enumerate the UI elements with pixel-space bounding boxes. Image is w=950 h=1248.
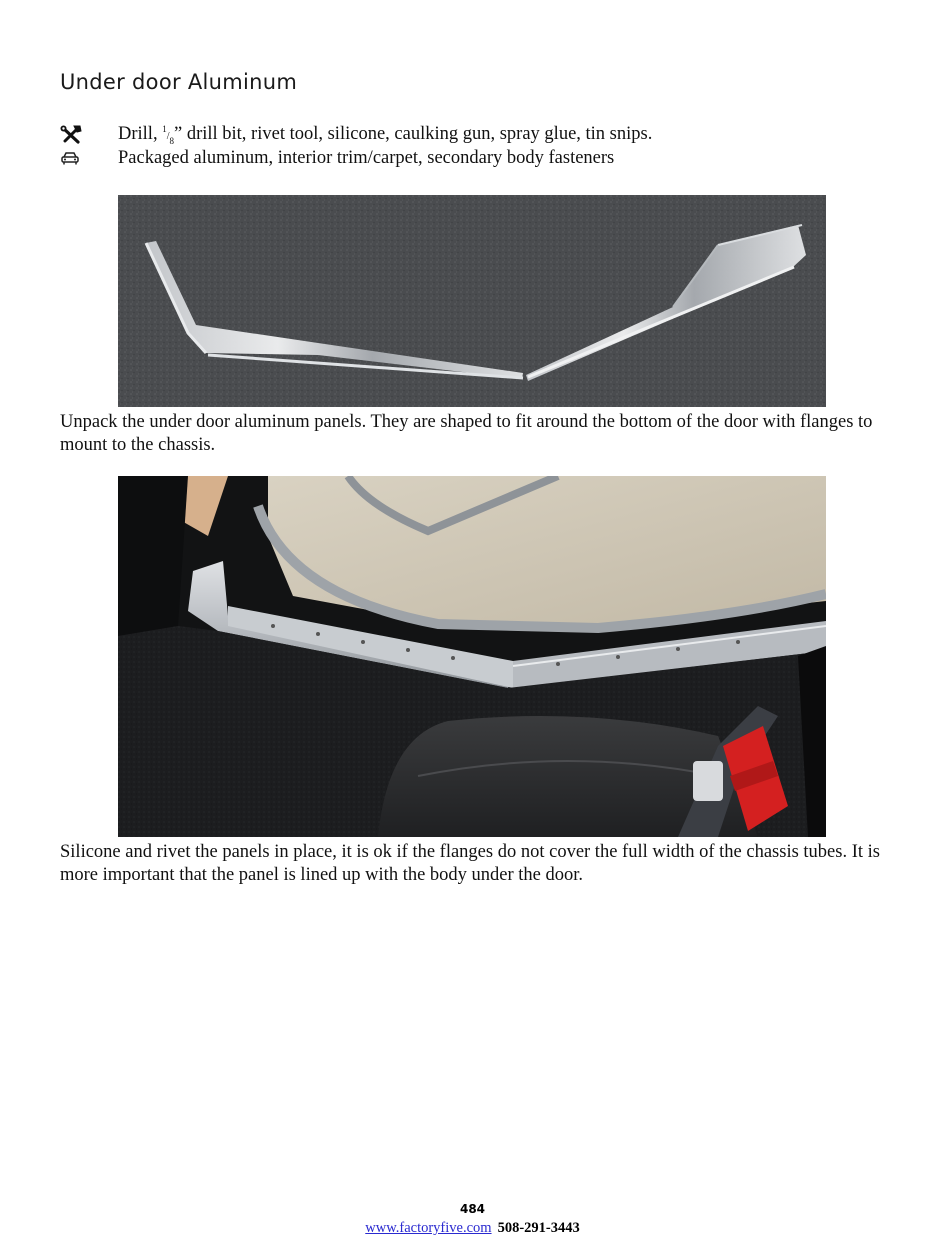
tools-text: Drill, $^1/_8$” drill bit, rivet tool, silicone, caulking gun, spray glue, tin snips. xyxy=(118,124,653,146)
parts-text: Packaged aluminum, interior trim/carpet, secondary body fasteners xyxy=(118,147,615,168)
footer-contact xyxy=(0,1220,945,1237)
aluminum-panels-photo xyxy=(118,195,826,407)
tools-row xyxy=(60,123,653,147)
installed-panel-photo xyxy=(118,476,826,837)
page-number: 484 xyxy=(459,1202,486,1216)
tools-icon xyxy=(60,125,100,145)
section-title: Under door Aluminum xyxy=(60,70,298,94)
step-1-caption: Unpack the under door aluminum panels. They are shaped to fit around the bottom of the door with flanges to mount to the chassis. xyxy=(60,412,873,455)
phone-number: 508-291-3443 xyxy=(497,1220,580,1236)
step-2-caption: Silicone and rivet the panels in place, it is ok if the flanges do not cover the full width of the chassis tubes. It is more important that the panel is lined up with the body under the door. xyxy=(60,842,880,885)
website-link[interactable]: www.factoryfive.com xyxy=(365,1220,492,1236)
parts-row xyxy=(60,146,615,170)
car-icon xyxy=(60,150,100,166)
